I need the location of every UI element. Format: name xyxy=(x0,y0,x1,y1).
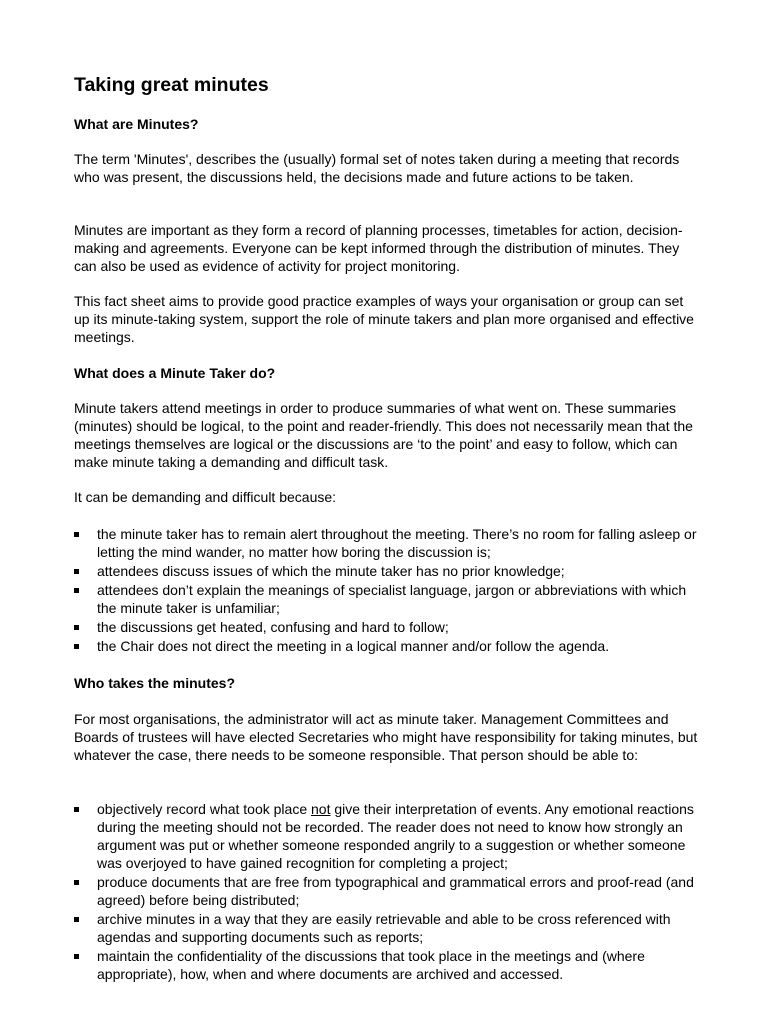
section-heading-minute-taker-role: What does a Minute Taker do? xyxy=(74,365,276,381)
bullet-icon xyxy=(74,532,79,537)
paragraph: Minute takers attend meetings in order to produce summaries of what went on. These summaries (minutes) should be logical, to the point and reader-friendly. This does not necessarily mean that the meetings themselves are logical or the discussions are ‘to the point’ and easy to follow, which can make minute taking a demanding and difficult task. xyxy=(74,400,693,470)
section-heading-who-takes-minutes: Who takes the minutes? xyxy=(74,675,236,691)
paragraph: It can be demanding and difficult because: xyxy=(74,489,337,505)
bullet-icon xyxy=(74,880,79,885)
list-item: the minute taker has to remain alert throughout the meeting. There’s no room for falling asleep or letting the mind wander, no matter how boring the discussion is; xyxy=(74,525,698,561)
bullet-icon xyxy=(74,588,79,593)
bullet-icon xyxy=(74,917,79,922)
paragraph: This fact sheet aims to provide good practice examples of ways your organisation or group can set up its minute-taking system, support the role of minute takers and plan more organised and effective meetings. xyxy=(74,293,694,345)
bullet-icon xyxy=(74,625,79,630)
paragraph: The term 'Minutes', describes the (usually) formal set of notes taken during a meeting that records who was present, the discussions held, the decisions made and future actions to be taken. xyxy=(74,151,680,185)
underlined-emphasis: not xyxy=(311,801,331,817)
section-heading-what-are-minutes: What are Minutes? xyxy=(74,116,199,132)
bullet-list-responsibilities xyxy=(74,800,698,984)
bullet-list-difficulties xyxy=(74,525,698,656)
list-item: maintain the confidentiality of the discussions that took place in the meetings and (where appropriate), how, when and where documents are archived and accessed. xyxy=(74,947,698,983)
paragraph: For most organisations, the administrator will act as minute taker. Management Committees and Boards of trustees will have elected Secretaries who might have responsibility for taking minutes, but whatever the case, there needs to be someone responsible. That person should be able to: xyxy=(74,711,698,763)
list-item: objectively record what took place not give their interpretation of events. Any emotional reactions during the meeting should not be recorded. The reader does not need to know how strongly an argument was put or whether someone responded angrily to a suggestion or whether someone was overjoyed to have gained recognition for completing a project; xyxy=(74,800,698,872)
bullet-icon xyxy=(74,569,79,574)
list-item: attendees don’t explain the meanings of specialist language, jargon or abbreviations with which the minute taker is unfamiliar; xyxy=(74,581,698,617)
bullet-icon xyxy=(74,954,79,959)
list-item: produce documents that are free from typographical and grammatical errors and proof-read (and agreed) before being distributed; xyxy=(74,873,698,909)
list-item: archive minutes in a way that they are easily retrievable and able to be cross referenced with agendas and supporting documents such as reports; xyxy=(74,910,698,946)
list-item: attendees discuss issues of which the minute taker has no prior knowledge; xyxy=(74,562,698,580)
paragraph: Minutes are important as they form a record of planning processes, timetables for action, decision-making and agreements. Everyone can be kept informed through the distribution of minutes. They can also be used as evidence of activity for project monitoring. xyxy=(74,222,683,274)
bullet-icon xyxy=(74,644,79,649)
list-item: the discussions get heated, confusing and hard to follow; xyxy=(74,618,698,636)
document-title: Taking great minutes xyxy=(74,74,269,96)
bullet-icon xyxy=(74,807,79,812)
list-item: the Chair does not direct the meeting in a logical manner and/or follow the agenda. xyxy=(74,637,698,655)
